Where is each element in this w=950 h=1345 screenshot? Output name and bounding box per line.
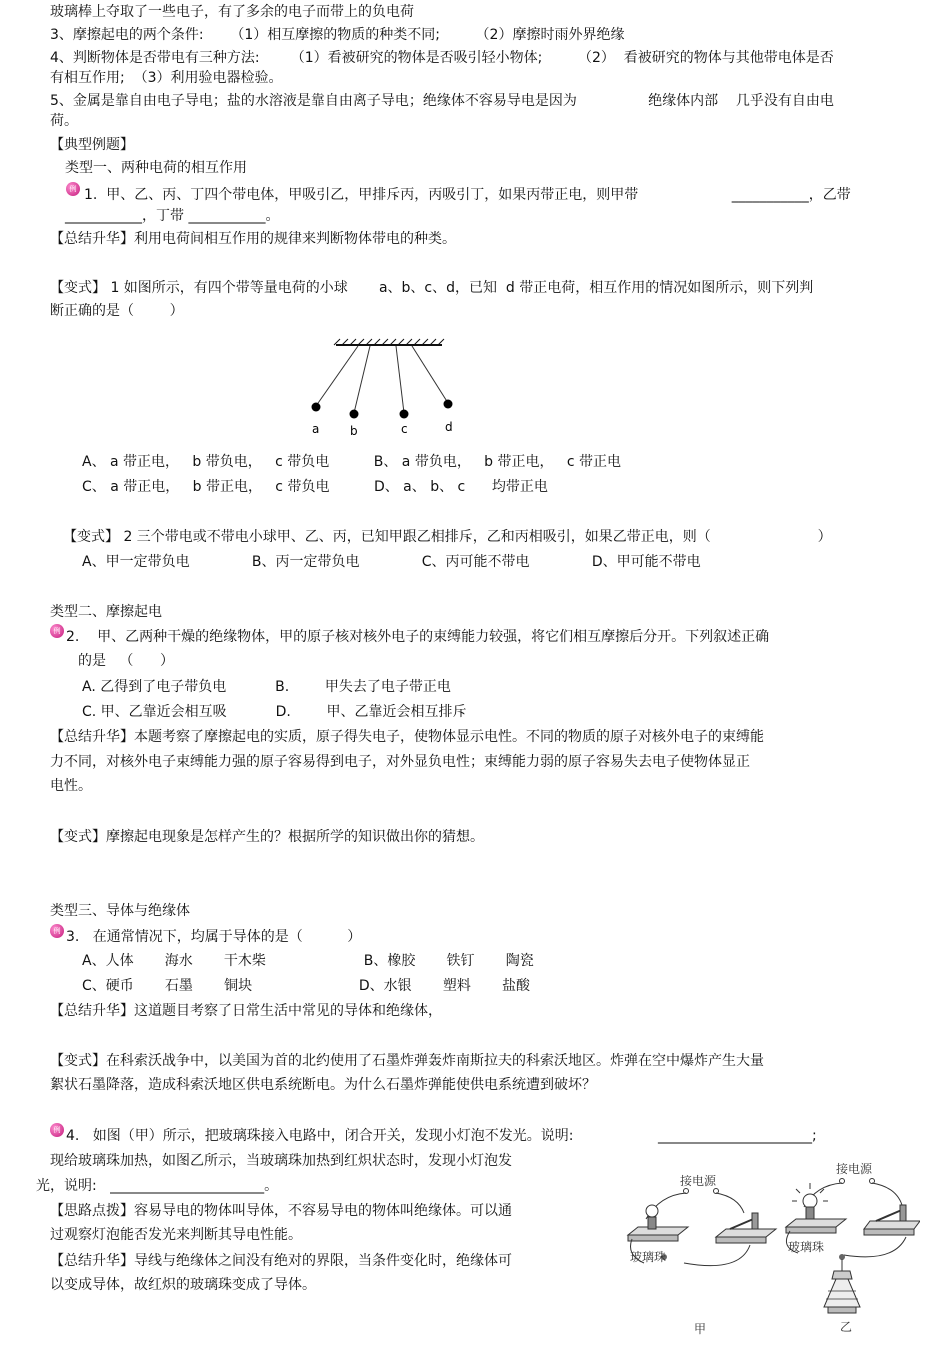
string-d [412, 346, 448, 403]
q3-options-row-1: A、人体 海水 干木柴 B、橡胶 铁钉 陶瓷 [82, 953, 534, 969]
jia-label: 甲 [694, 1322, 707, 1336]
type-1-title: 类型一、两种电荷的相互作用 [65, 160, 247, 176]
intro-line-6: 荷。 [50, 113, 78, 129]
q4-line-2: 现给玻璃珠加热，如图乙所示，当玻璃珠加热到红炽状态时，发现小灯泡发 [50, 1153, 512, 1169]
label-d: d [445, 420, 453, 434]
v1-line-2: 断正确的是（ ） [50, 303, 184, 319]
v2-options: A、甲一定带负电 B、丙一定带负电 C、丙可能不带电 D、甲可能不带电 [82, 554, 701, 570]
v2-line: 【变式】 2 三个带电或不带电小球甲、乙、丙，已知甲跟乙相排斥，乙和丙相吸引，如果乙带正电，则（ ） [63, 529, 832, 545]
q1-summary: 【总结升华】利用电荷间相互作用的规律来判断物体带电的种类。 [50, 231, 456, 247]
q2-options-row-2: C. 甲、乙靠近会相互吸 D. 甲、乙靠近会相互排斥 [82, 704, 467, 720]
example-badge-2: 例 [50, 624, 64, 638]
label-b: b [350, 424, 358, 438]
q4-line-3: 光，说明: ______________________。 [36, 1178, 279, 1194]
example-badge-3: 例 [50, 924, 64, 938]
section-title: 【典型例题】 [50, 137, 134, 153]
yi-bead-label: 玻璃珠 [788, 1240, 825, 1254]
q3-line: 3. 在通常情况下，均属于导体的是（ ） [66, 929, 362, 945]
string-c [396, 346, 404, 413]
ball-c [400, 410, 409, 419]
q4-line-1: 4. 如图（甲）所示，把玻璃珠接入电路中，闭合开关，发现小灯泡不发光。说明: ______________________; [66, 1128, 817, 1144]
q1-line-1: 1. 甲、乙、丙、丁四个带电体，甲吸引乙，甲排斥丙，丙吸引丁，如果丙带正电，则甲带 ___________，乙带 [84, 187, 851, 203]
q2-options-row-1: A. 乙得到了电子带负电 B. 甲失去了电子带正电 [82, 679, 451, 695]
v4-line-2: 絮状石墨降落，造成科索沃地区供电系统断电。为什么石墨炸弹能使供电系统遭到破坏？ [50, 1077, 596, 1093]
v4-line-1: 【变式】在科索沃战争中，以美国为首的北约使用了石墨炸弹轰炸南斯拉夫的科索沃地区。炸弹在空中爆炸产生大量 [50, 1053, 764, 1069]
intro-line-1: 玻璃棒上夺取了一些电子，有了多余的电子而带上的负电荷 [50, 4, 414, 20]
v3-line: 【变式】摩擦起电现象是怎样产生的？根据所学的知识做出你的猜想。 [50, 829, 484, 845]
q2-line-1: 2. 甲、乙两种干燥的绝缘物体，甲的原子核对核外电子的束缚能力较强，将它们相互摩擦后分开。下列叙述正确 [66, 629, 770, 645]
v1-options-row-1: A、 a 带正电， b 带负电， c 带负电 B、 a 带负电， b 带正电， c 带正电 [82, 454, 622, 470]
q3-options-row-2: C、硬币 石墨 铜块 D、水银 塑料 盐酸 [82, 978, 530, 994]
v1-line-1: 【变式】 1 如图所示，有四个带等量电荷的小球 a、b、c、d，已知 d 带正电荷，相互作用的情况如图所示，则下列判 [50, 280, 814, 296]
label-c: c [401, 422, 408, 436]
type-3-title: 类型三、导体与绝缘体 [50, 903, 190, 919]
q4-hint-1: 【思路点拨】容易导电的物体叫导体，不容易导电的物体叫绝缘体。可以通 [50, 1203, 512, 1219]
type-2-title: 类型二、摩擦起电 [50, 604, 162, 620]
q4-summary-1: 【总结升华】导线与绝缘体之间没有绝对的界限，当条件变化时，绝缘体可 [50, 1253, 512, 1269]
ball-b [350, 410, 359, 419]
jia-bead-label: 玻璃珠 [630, 1250, 667, 1264]
q4-summary-2: 以变成导体，故红炽的玻璃珠变成了导体。 [50, 1277, 316, 1293]
q2-line-2: 的是 （ ） [78, 653, 175, 669]
hanging-balls-figure [300, 335, 460, 445]
label-a: a [312, 422, 320, 436]
v1-options-row-2: C、 a 带正电， b 带正电， c 带负电 D、 a、 b、 c 均带正电 [82, 479, 548, 495]
q2-summary-3: 电性。 [50, 778, 92, 794]
intro-line-2: 3、摩擦起电的两个条件: （1）相互摩擦的物质的种类不同; （2）摩擦时雨外界绝缘 [50, 27, 625, 43]
q2-summary-2: 力不同，对核外电子束缚能力强的原子容易得到电子，对外显负电性；束缚能力弱的原子容易失去电子使物体显正 [50, 754, 750, 770]
example-badge-4: 例 [50, 1123, 64, 1137]
string-a [316, 346, 358, 406]
q1-line-2: ___________，丁带 ___________。 [65, 208, 280, 224]
circuit-yi [786, 1161, 920, 1334]
intro-line-5: 5、金属是靠自由电子导电；盐的水溶液是靠自由离子导电；绝缘体不容易导电是因为 绝缘体内部 几乎没有自由电 [50, 93, 834, 109]
example-badge-1: 例 [66, 182, 80, 196]
circuit-jia [628, 1173, 776, 1336]
intro-line-4: 有相互作用; （3）利用验电器检验。 [50, 70, 283, 86]
q2-summary-1: 【总结升华】本题考察了摩擦起电的实质，原子得失电子，使物体显示电性。不同的物质的原子对核外电子的束缚能 [50, 729, 764, 745]
ball-d [444, 400, 453, 409]
yi-label: 乙 [840, 1320, 853, 1334]
jia-source-label: 接电源 [680, 1174, 717, 1188]
glass-bead-circuit-figure [620, 1155, 920, 1340]
ball-a [312, 403, 321, 412]
q3-summary: 【总结升华】这道题目考察了日常生活中常见的导体和绝缘体， [50, 1003, 442, 1019]
q4-hint-2: 过观察灯泡能否发光来判断其导电性能。 [50, 1227, 302, 1243]
intro-line-3: 4、判断物体是否带电有三种方法: （1）看被研究的物体是否吸引轻小物体; （2） 看被研究的物体与其他带电体是否 [50, 50, 834, 66]
string-b [354, 346, 370, 413]
yi-source-label: 接电源 [836, 1162, 873, 1176]
